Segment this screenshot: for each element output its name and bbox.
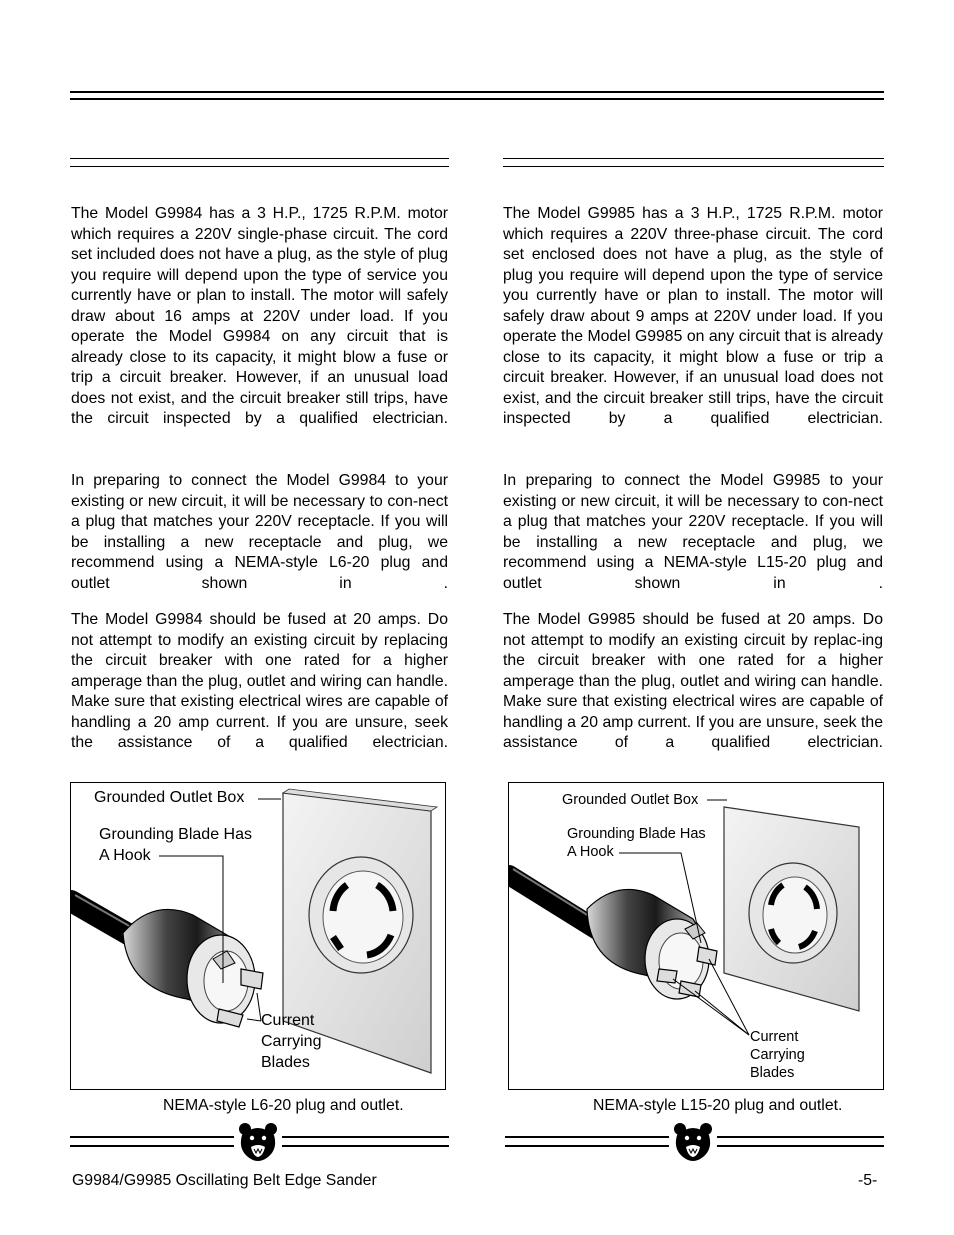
footer-title: G9984/G9985 Oscillating Belt Edge Sander (72, 1172, 377, 1189)
right-figure (508, 782, 884, 1090)
bear-head-icon (673, 1121, 713, 1163)
right-section-rule-bottom (503, 166, 884, 167)
left-section-rule-top (70, 158, 449, 159)
page-number: -5- (858, 1172, 878, 1189)
bear-head-icon (238, 1121, 278, 1163)
right-label-grounding-blade-line2: A Hook (567, 844, 614, 860)
right-paragraph-1: The Model G9985 has a 3 H.P., 1725 R.P.M. motor which requires a 220V three-phase circuit. The cord set enclosed does not have a plug, as the style of plug you require will depend upon the type of service you currently have or plan to install. The motor will safely draw about 9 amps at 220V under load. If you operate the Model G9985 on any circuit that is already close to its capacity, it might blow a fuse or trip a circuit breaker. However, if an unusual load does not exist, and the circuit breaker still trips, have the circuit inspected by a qualified electrician. (503, 205, 883, 427)
left-figure (70, 782, 446, 1090)
left-section-rule-bottom (70, 166, 449, 167)
left-label-grounding-blade-line1: Grounding Blade Has (99, 826, 252, 843)
header-rule-top (70, 91, 884, 93)
right-paragraph-2: In preparing to connect the Model G9985 to your existing or new circuit, it will be necessary to con-nect a plug that matches your 220V receptacle. If you will be installing a new receptacle and plug, we recommend using a NEMA-style L15-20 plug and outlet shown in . (503, 472, 883, 592)
left-footer-rule-bottom (70, 1145, 234, 1147)
right-section-rule-top (503, 158, 884, 159)
right-footer-rule-top (505, 1136, 669, 1138)
right-label-current-line1: Current (750, 1029, 799, 1045)
left-paragraph-1: The Model G9984 has a 3 H.P., 1725 R.P.M. motor which requires a 220V single-phase circuit. The cord set included does not have a plug, as the style of plug you require will depend upon the type of service you currently have or plan to install. The motor will safely draw about 16 amps at 220V under load. If you operate the Model G9984 on any circuit that is already close to its capacity, it might blow a fuse or trip a circuit breaker. However, if an unusual load does not exist, and the circuit breaker still trips, have the circuit inspected by a qualified electrician. (71, 205, 448, 427)
right-label-current-line2: Carrying (750, 1047, 805, 1063)
right-label-current-line3: Blades (750, 1065, 795, 1081)
left-label-outlet-box: Grounded Outlet Box (94, 789, 245, 806)
right-footer-rule-top-right (717, 1136, 884, 1138)
left-label-current-line2: Carrying (261, 1033, 322, 1050)
right-footer-rule-bottom-right (717, 1145, 884, 1147)
left-label-current-line3: Blades (261, 1054, 310, 1071)
left-paragraph-3: The Model G9984 should be fused at 20 amps. Do not attempt to modify an existing circuit by replacing the circuit breaker with one rated for a higher amperage than the plug, outlet and wiring can handle. Make sure that existing electrical wires are capable of handling a 20 amp current. If you are unsure, seek the assistance of a qualified electrician. (71, 611, 448, 751)
right-figure-caption: NEMA-style L15-20 plug and outlet. (593, 1097, 843, 1114)
header-rule-bottom (70, 98, 884, 100)
left-footer-rule-top-right (282, 1136, 449, 1138)
left-figure-caption: NEMA-style L6-20 plug and outlet. (163, 1097, 404, 1114)
left-footer-rule-top (70, 1136, 234, 1138)
left-label-grounding-blade-line2: A Hook (99, 847, 151, 864)
right-label-outlet-box: Grounded Outlet Box (562, 792, 699, 808)
right-label-grounding-blade-line1: Grounding Blade Has (567, 826, 706, 842)
left-paragraph-2: In preparing to connect the Model G9984 to your existing or new circuit, it will be necessary to con-nect a plug that matches your 220V receptacle. If you will be installing a new receptacle and plug, we recommend using a NEMA-style L6-20 plug and outlet shown in . (71, 472, 448, 592)
left-footer-rule-bottom-right (282, 1145, 449, 1147)
right-paragraph-3: The Model G9985 should be fused at 20 amps. Do not attempt to modify an existing circuit by replac-ing the circuit breaker with one rated for a higher amperage than the plug, outlet and wiring can handle. Make sure that existing electrical wires are capable of handling a 20 amp current. If you are unsure, seek the assistance of a qualified electrician. (503, 611, 883, 751)
right-footer-rule-bottom (505, 1145, 669, 1147)
left-label-current-line1: Current (261, 1012, 315, 1029)
